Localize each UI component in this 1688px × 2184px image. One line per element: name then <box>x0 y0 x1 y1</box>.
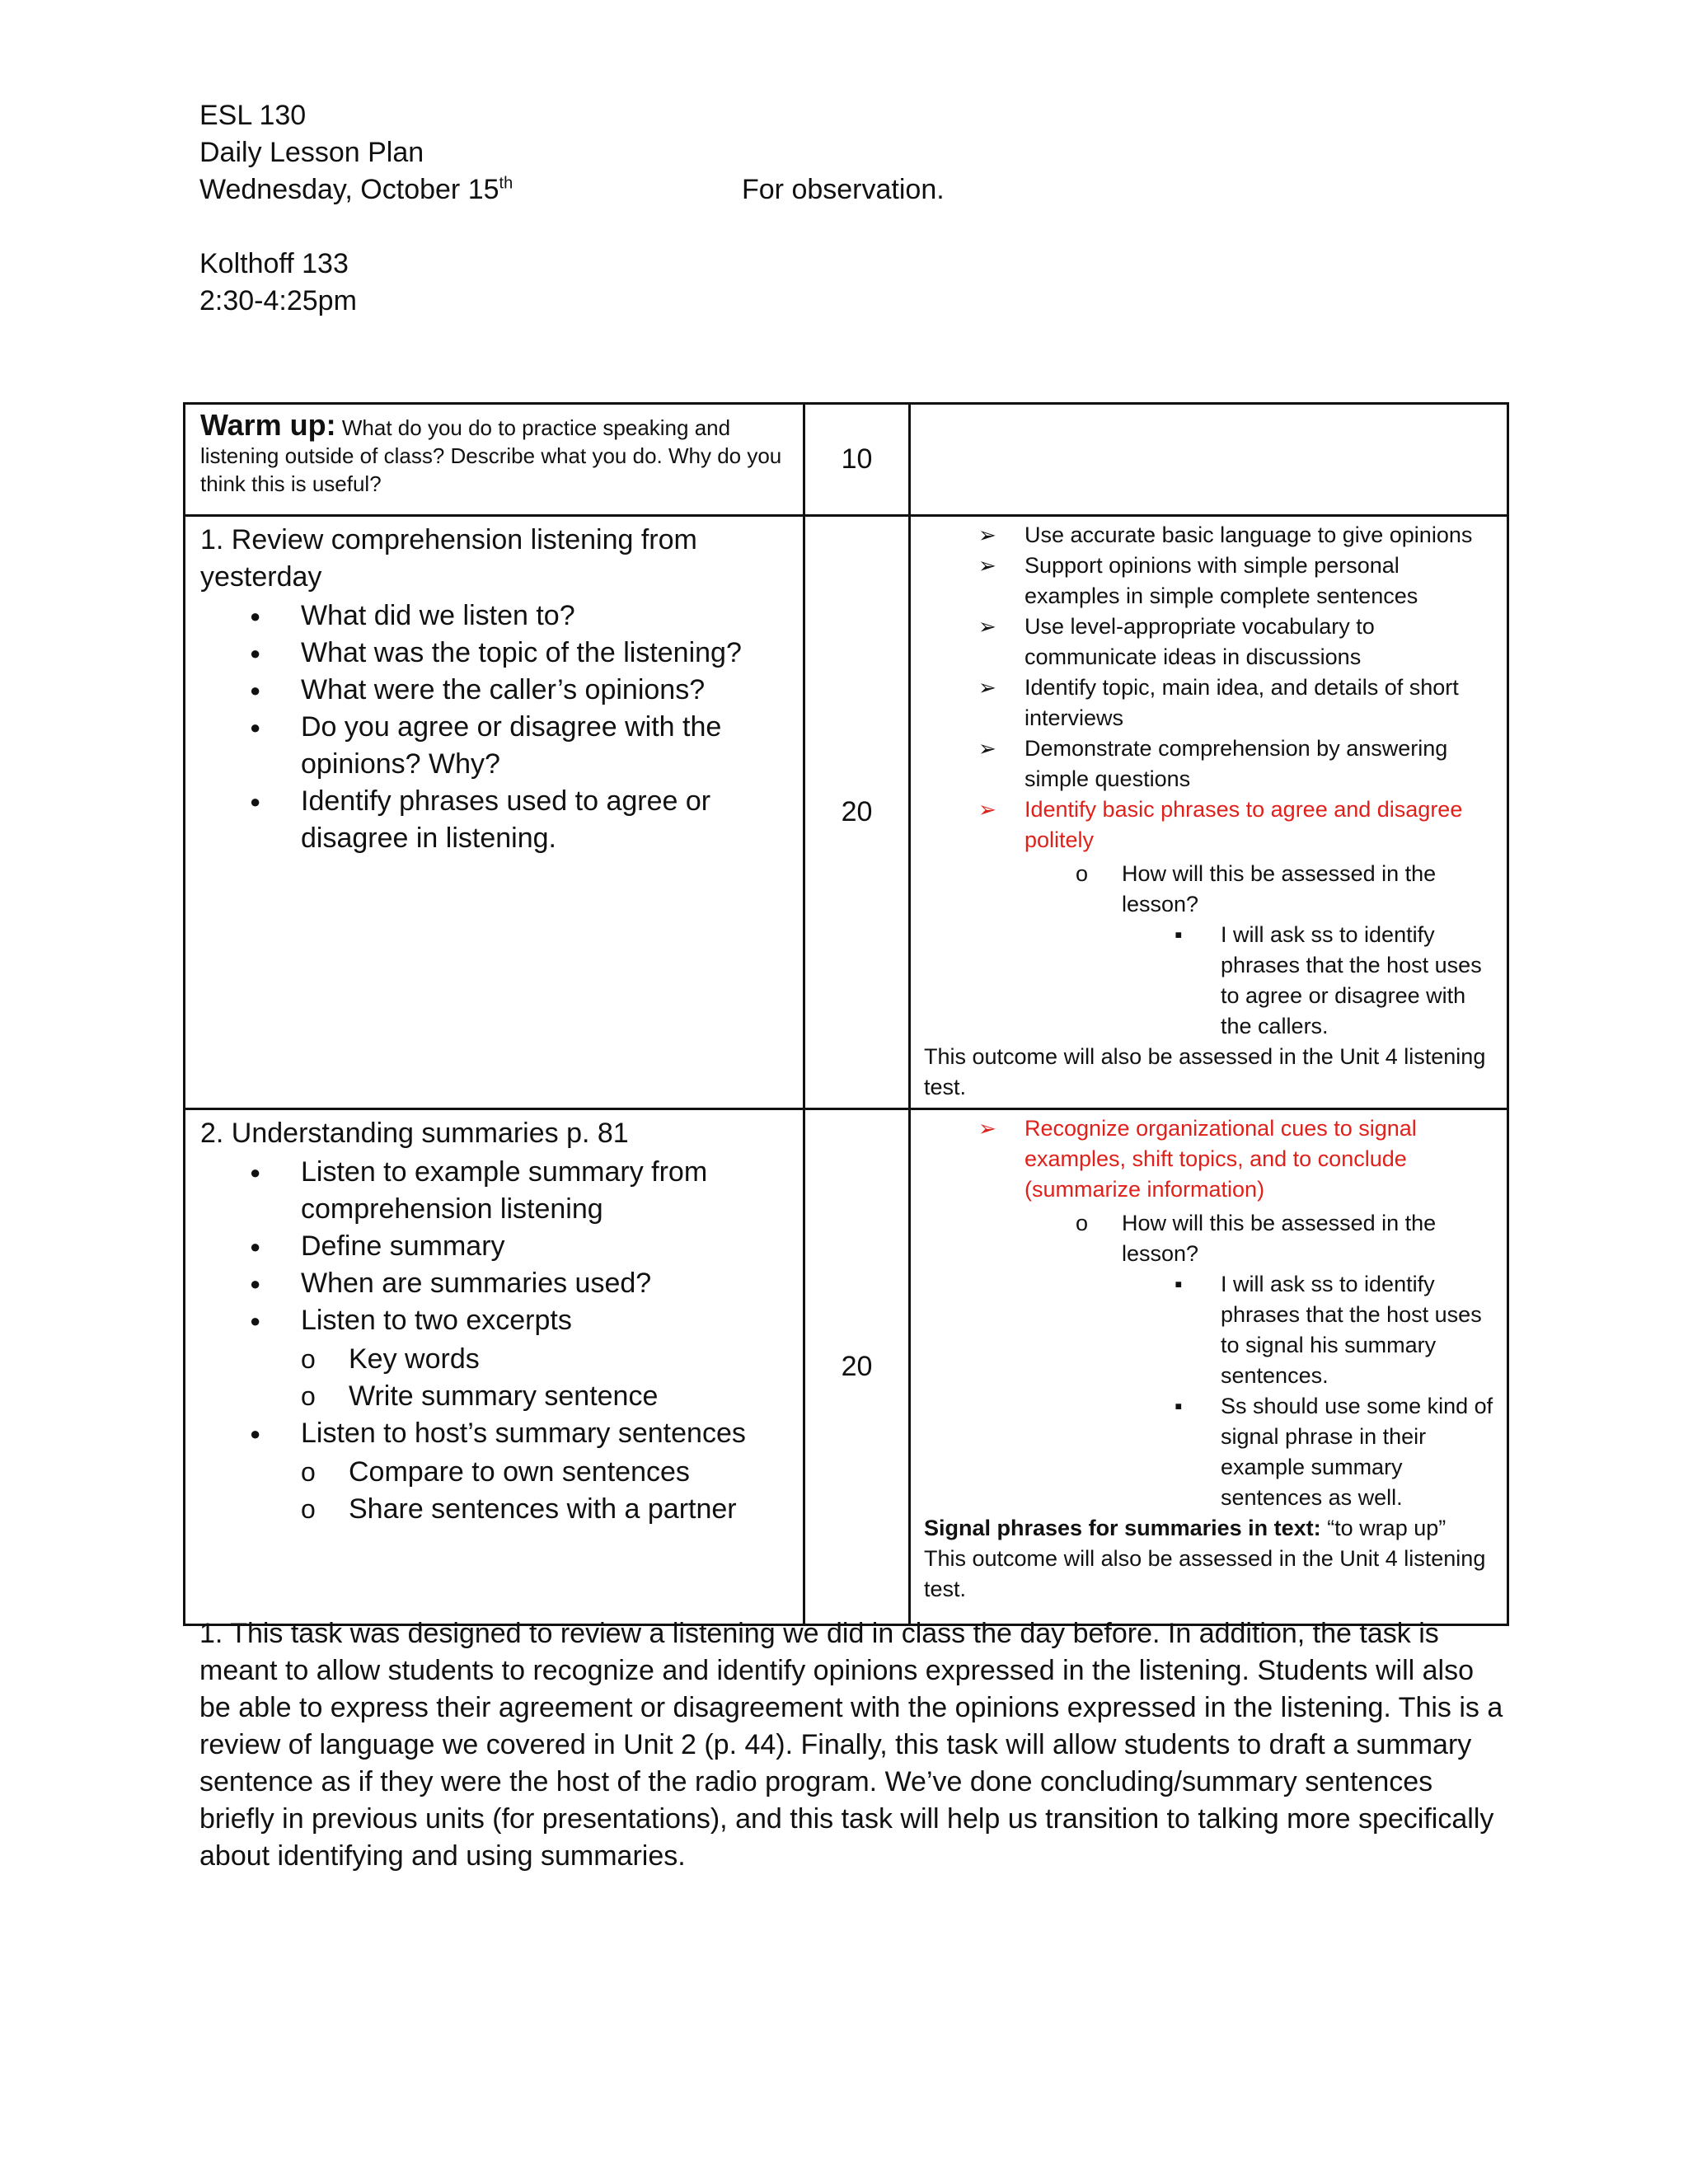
list-item: ● Listen to example summary from comprehension listening <box>200 1154 790 1228</box>
activity1-bullets <box>200 598 790 857</box>
outcome-item: ➢ Use level-appropriate vocabulary to communicate ideas in discussions <box>924 612 1497 673</box>
activity2-title: 2. Understanding summaries p. 81 <box>200 1118 629 1149</box>
list-item: ● Do you agree or disagree with the opinions? Why? <box>200 709 790 783</box>
lesson-date <box>199 171 513 209</box>
list-item: ● What was the topic of the listening? <box>200 635 790 672</box>
course-code: ESL 130 <box>199 100 307 131</box>
focus-outcome <box>924 794 1497 855</box>
list-item: ● What did we listen to? <box>200 598 790 635</box>
assessment-question-text: How will this be assessed in the lesson? <box>1122 861 1437 916</box>
list-item: o Compare to own sentences <box>301 1454 790 1491</box>
class-time: 2:30-4:25pm <box>199 285 357 316</box>
activity1-minutes: 20 <box>804 516 910 1109</box>
warmup-outcomes <box>910 404 1508 516</box>
summary-subitems <box>301 1454 790 1528</box>
activity2-cell <box>185 1109 804 1625</box>
list-item: ● Listen to host’s summary sentences <box>200 1415 790 1452</box>
activity2-outcomes <box>910 1109 1508 1625</box>
signal-example: “to wrap up” <box>1327 1516 1447 1540</box>
activity1-row <box>185 516 1508 1109</box>
outcome-item: ➢ Use accurate basic language to give opinions <box>924 520 1497 551</box>
warmup-cell <box>185 404 804 516</box>
assessment-question <box>1025 859 1497 1042</box>
list-item: o Write summary sentence <box>301 1378 790 1415</box>
list-item-text: Listen to two excerpts <box>301 1305 572 1336</box>
activity1-outcomes <box>910 516 1508 1109</box>
outcome-item: ➢ Support opinions with simple personal examples in simple complete sentences <box>924 551 1497 612</box>
activity2-row <box>185 1109 1508 1625</box>
document-type: Daily Lesson Plan <box>199 137 424 168</box>
list-item: o Share sentences with a partner <box>301 1491 790 1528</box>
assessment-item: ▪ Ss should use some kind of signal phrase in their example summary sentences as well. <box>1122 1391 1497 1513</box>
outcome-item: ➢ Demonstrate comprehension by answering simple questions <box>924 733 1497 794</box>
focus-outcome-text: Identify basic phrases to agree and disagree politely <box>1025 797 1463 852</box>
assessment-list <box>1025 1208 1497 1513</box>
assessment-question <box>1025 1208 1497 1513</box>
activity1-cell <box>185 516 804 1109</box>
assessment-list <box>1025 859 1497 1042</box>
list-item: ● When are summaries used? <box>200 1265 790 1302</box>
assessment-item: ▪ I will ask ss to identify phrases that the host uses to signal his summary sentences. <box>1122 1269 1497 1391</box>
warmup-row <box>185 404 1508 516</box>
warmup-minutes: 10 <box>804 404 910 516</box>
warmup-label: Warm up: <box>200 408 336 442</box>
activity2-bullets-cont <box>200 1415 790 1452</box>
signal-phrases <box>924 1513 1497 1544</box>
activity2-minutes: 20 <box>804 1109 910 1625</box>
signal-label: Signal phrases for summaries in text: <box>924 1516 1321 1540</box>
date-suffix: th <box>499 174 513 193</box>
list-item: ● What were the caller’s opinions? <box>200 672 790 709</box>
assessment-note: This outcome will also be assessed in the Unit 4 listening test. <box>924 1546 1486 1601</box>
room: Kolthoff 133 <box>199 248 349 279</box>
assessment-question-text: How will this be assessed in the lesson? <box>1122 1211 1437 1266</box>
warmup-prompt: What do you do to practice speaking and listening outside of class? Describe what you do. Why do you think this is useful? <box>200 415 782 496</box>
date-main: Wednesday, October 15 <box>199 174 499 205</box>
reflection-paragraph: 1. This task was designed to review a listening we did in class the day before. In addition, the task is meant to allow students to recognize and identify opinions expressed in the listening. Students will also be able to express their agreement or disagreement with the opinions expressed in the listening. This is a review of language we covered in Unit 2 (p. 44). Finally, this task will allow students to draft a summary sentence as if they were the host of the radio program. We’ve done concluding/summary sentences briefly in previous units (for presentations), and this task will help us transition to talking more specifically about identifying and using summaries. <box>199 1618 1503 1872</box>
list-item: ● Identify phrases used to agree or disagree in listening. <box>200 783 790 857</box>
lesson-plan-table <box>183 402 1509 1626</box>
excerpt-subitems <box>301 1341 790 1415</box>
assessment-item: ▪ I will ask ss to identify phrases that the host uses to agree or disagree with the callers. <box>1122 920 1497 1042</box>
focus-outcome: ➢ Recognize organizational cues to signal examples, shift topics, and to conclude (summarize information) <box>924 1113 1497 1205</box>
outcome-item: ➢ Identify topic, main idea, and details of short interviews <box>924 673 1497 733</box>
assessment-note: This outcome will also be assessed in the Unit 4 listening test. <box>924 1044 1486 1099</box>
activity1-title: 1. Review comprehension listening from yesterday <box>200 524 697 593</box>
activity2-bullets <box>200 1154 790 1339</box>
purpose-note: For observation. <box>742 174 945 205</box>
list-item: o Key words <box>301 1341 790 1378</box>
list-item: ● Define summary <box>200 1228 790 1265</box>
list-item <box>200 1302 790 1339</box>
